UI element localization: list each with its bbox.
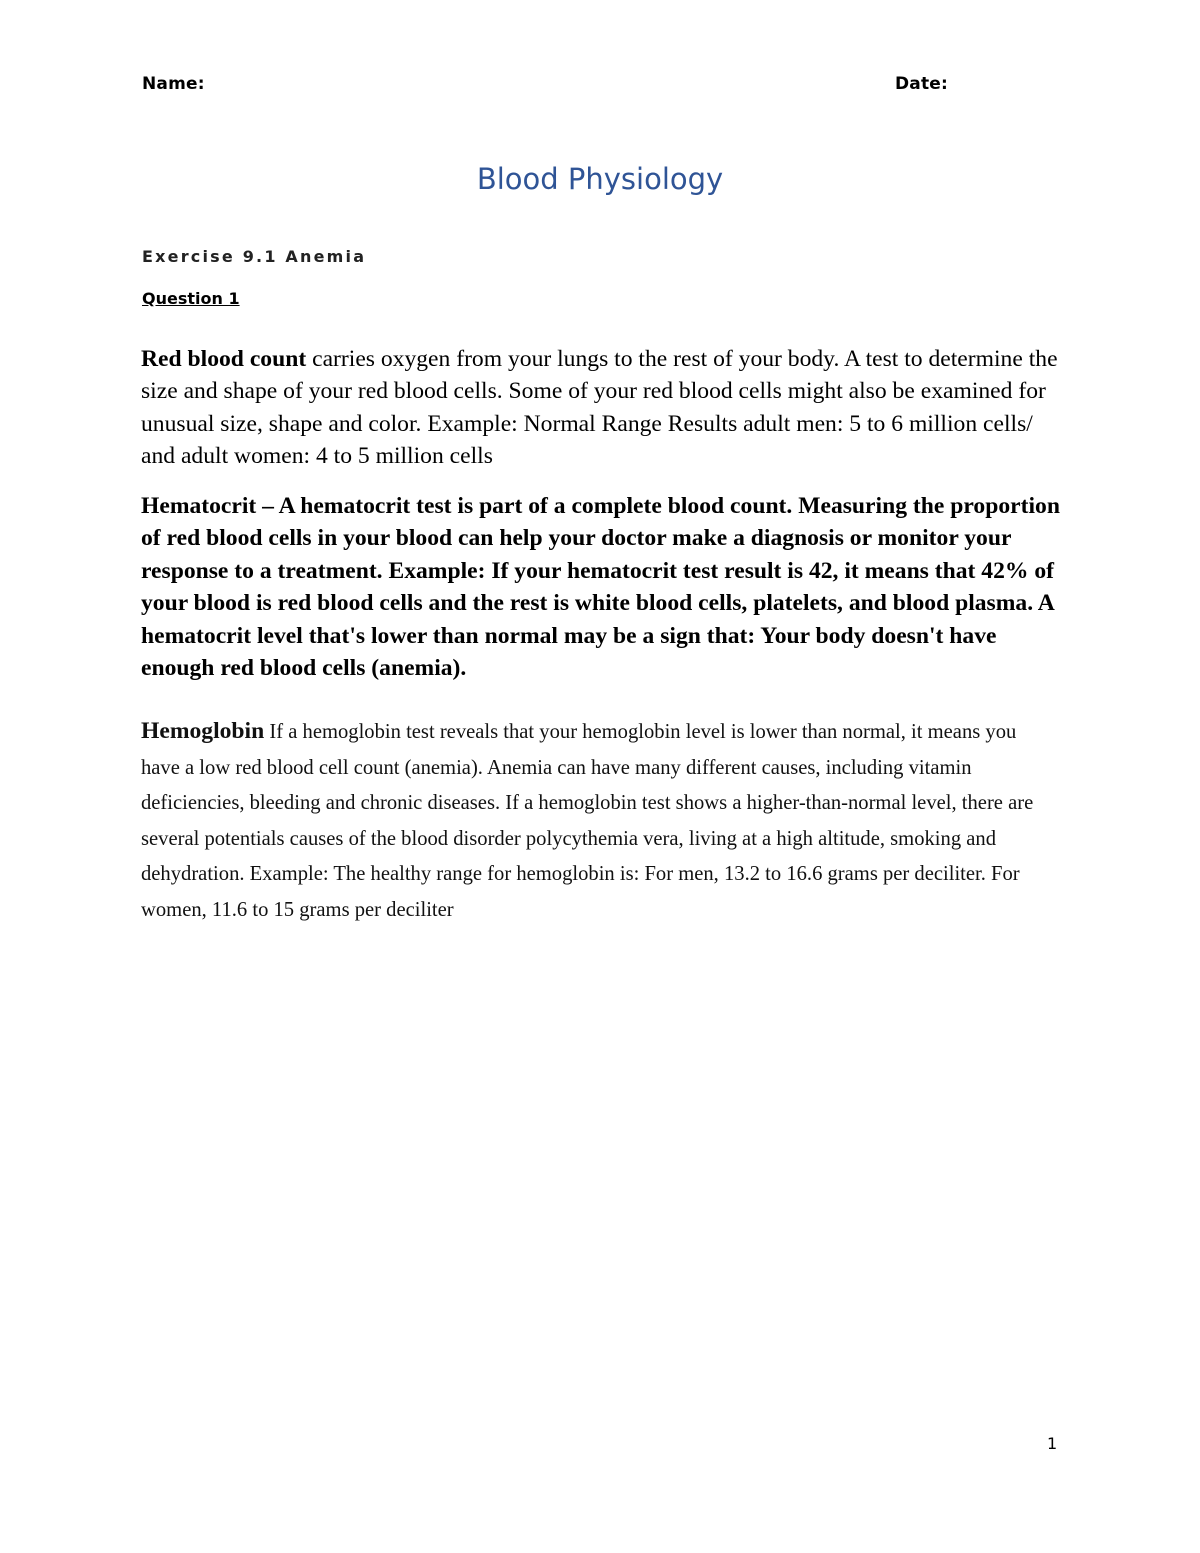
name-label: Name:: [142, 74, 205, 94]
term-red-blood-count: Red blood count: [141, 346, 307, 372]
term-hemoglobin: Hemoglobin: [141, 718, 265, 744]
paragraph-hemoglobin: [141, 714, 1056, 929]
paragraph-hemoglobin-text: If a hemoglobin test reveals that your hemoglobin level is lower than normal, it means you have a low red blood cell count (anemia). Anemia can have many different causes, including vitamin deficiencies, bleeding and chronic diseases. If a hemoglobin test shows a higher-than-normal level, there are several potentials causes of the blood disorder polycythemia vera, living at a high altitude, smoking and dehydration. Example: The healthy range for hemoglobin is: For men, 13.2 to 16.6 grams per deciliter. For women, 11.6 to 15 grams per deciliter: [141, 721, 1034, 921]
document-title: Blood Physiology: [476, 162, 724, 196]
page-number: 1: [1047, 1434, 1058, 1453]
paragraph-hematocrit: Hematocrit – A hematocrit test is part of a complete blood count. Measuring the proportion of red blood cells in your blood can help your doctor make a diagnosis or monitor your response to a treatment. Example: If your hematocrit test result is 42, it means that 42% of your blood is red blood cells and the rest is white blood cells, platelets, and blood plasma. A hematocrit level that's lower than normal may be a sign that: Your body doesn't have enough red blood cells (anemia).: [141, 493, 1060, 682]
date-label: Date:: [895, 74, 949, 94]
paragraph-red-blood-count-text: carries oxygen from your lungs to the rest of your body. A test to determine the size and shape of your red blood cells. Some of your red blood cells might also be examined for unusual size, shape and color. Example: Normal Range Results adult men: 5 to 6 million cells/ and adult women: 4 to 5 million cells: [141, 346, 1058, 470]
paragraph-red-blood-count: [141, 343, 1061, 473]
exercise-heading: Exercise 9.1 Anemia: [142, 247, 367, 266]
question-heading: Question 1: [142, 289, 240, 308]
